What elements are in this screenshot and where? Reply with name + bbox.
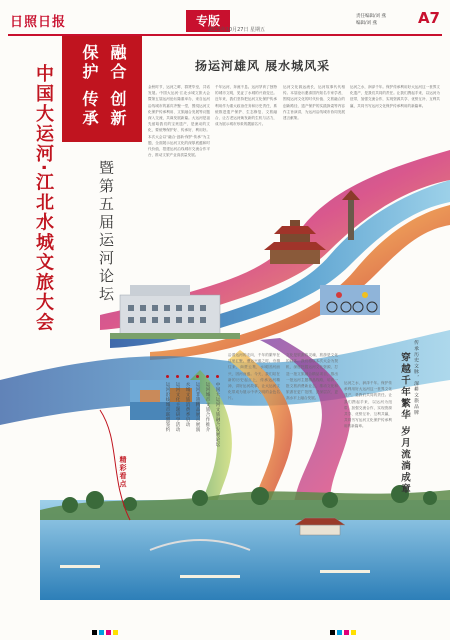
theme-box — [62, 36, 142, 142]
article-column: 运河之水，润泽千年。保护传承利用好大运河这一世界文化遗产，是我们共同的责任。让我们携起手来，以运河为纽带，加强交流合作，实现资源共享、优势互补、互利共赢，共同书写运河文化保护传承利用的新篇章。 — [344, 381, 392, 429]
sub-title: 暨第五届运河论坛 — [97, 160, 115, 304]
bullet-icon — [196, 375, 199, 378]
article-column: 运河之水，润泽千年。保护传承利用好大运河这一世界文化遗产，是我们共同的责任。让我们携起手来，以运河为纽带，加强交流合作，实现资源共享、优势互补、互利共赢，共同书写运河文化保护传承利用的新篇章。 — [350, 85, 440, 108]
registration-mark — [92, 630, 97, 635]
newspaper-logo: 日照日报 — [10, 15, 67, 30]
article-column: 金秋时节，运河之畔，群贤毕至，共话发展。中国大运河·江北水城文旅大会暨第五届运河论坛隆重举办，来自运河沿线城市的嘉宾齐聚一堂，围绕运河文化保护传承利用、文旅融合发展等议题深入交流，共谋发展新篇。大运河是祖先留给我们的宝贵遗产，是流动的文化，要统筹保护好、传承好、利用好。本次大会以“融合·创新·保护·传承”为主题，全面展示运河文化的深厚底蕴和时代价值，搭建运河沿线城市交流合作平台，推动文旅产业高质量发展。 — [148, 85, 210, 158]
registration-mark — [113, 630, 118, 635]
article-column: 文化是旅游的灵魂，旅游是文化的载体。我们将以本次大会为契机，深度挖掘运河文化资源，打造一批文旅融合精品项目，推出一批运河主题精品线路，培育一批文旅消费新业态，推动文化和旅游在更广范围、更深层次、更高水平上融合发展。 — [286, 353, 338, 401]
theme-line-2: 保护 传承 — [80, 44, 99, 129]
page-number: A7 — [417, 9, 440, 27]
registration-mark — [351, 630, 356, 635]
registration-mark — [330, 630, 335, 635]
registration-mark — [344, 630, 349, 635]
highlight-item: 运河非遗精品展示展演 — [195, 382, 200, 432]
main-title: 中国大运河·江北水城文旅大会 — [33, 64, 54, 333]
masthead — [8, 6, 442, 36]
article-headline: 扬运河雄风 展水城风采 — [195, 59, 331, 73]
highlight-item: 水城文旅消费季启动 — [185, 382, 190, 427]
highlight-item: 运河城市文旅合作推介 — [205, 382, 210, 432]
bullet-icon — [166, 375, 169, 378]
highlight-item: 运河沿线城市联盟签约 — [165, 382, 170, 432]
highlight-item: 运河文化主题研学活动 — [175, 382, 180, 432]
registration-mark — [99, 630, 104, 635]
registration-mark — [337, 630, 342, 635]
highlight-item: 中国大运河文旅融合发展论坛 — [215, 382, 220, 447]
registration-mark — [106, 630, 111, 635]
issue-date: 2023年10月27日 星期五 — [208, 27, 266, 33]
section-headline: 穿越千年繁华 岁月流淌成章 — [399, 352, 410, 496]
bullet-icon — [206, 375, 209, 378]
editor-line: 责任编辑/刘 燕 — [356, 14, 386, 19]
bullet-icon — [176, 375, 179, 378]
cycling-photo — [320, 285, 380, 315]
theme-line-1: 融合 创新 — [108, 44, 127, 129]
article-column: 运河文化源远流长，运河故事代代相传。本届论坛邀请国内知名专家学者，围绕运河文化的时代价值、文旅融合的创新路径、遗产保护的实践探索等内容作主旨演讲，为运河沿线城市协同发展建言献策。 — [283, 85, 345, 121]
article-column: 千年运河，奔流不息。运河孕育了独特的城市文明，见证了水城的兴衰变迁。近年来，我们坚持把运河文化保护传承利用作为重大政治任务和历史责任，系统推进遗产保护、生态修复、文旅融合，让古老运河焕发新的生机与活力，成为展示城市形象的靓丽名片。 — [215, 85, 277, 127]
bullet-icon — [186, 375, 189, 378]
editor-line: 编辑/刘 燕 — [356, 21, 377, 26]
editor-credits — [356, 13, 386, 27]
highlights-title: 精彩看点 — [119, 456, 127, 488]
bullet-icon — [216, 375, 219, 378]
section-label: 专版 — [186, 10, 230, 32]
section-kicker: 传承历史文脉，深耕文旅品牌 — [413, 340, 418, 416]
article-column: 沿着运河的走向，千年的繁华在这里汇聚。漕运兴盛之时，舟楫往来，商贾云集，水城因河而兴，因河而盛。今天，我们站在新的历史起点上，传承运河精神，讲好运河故事，让大运河文化带成为展示中华文明的金色名片。 — [228, 353, 280, 401]
